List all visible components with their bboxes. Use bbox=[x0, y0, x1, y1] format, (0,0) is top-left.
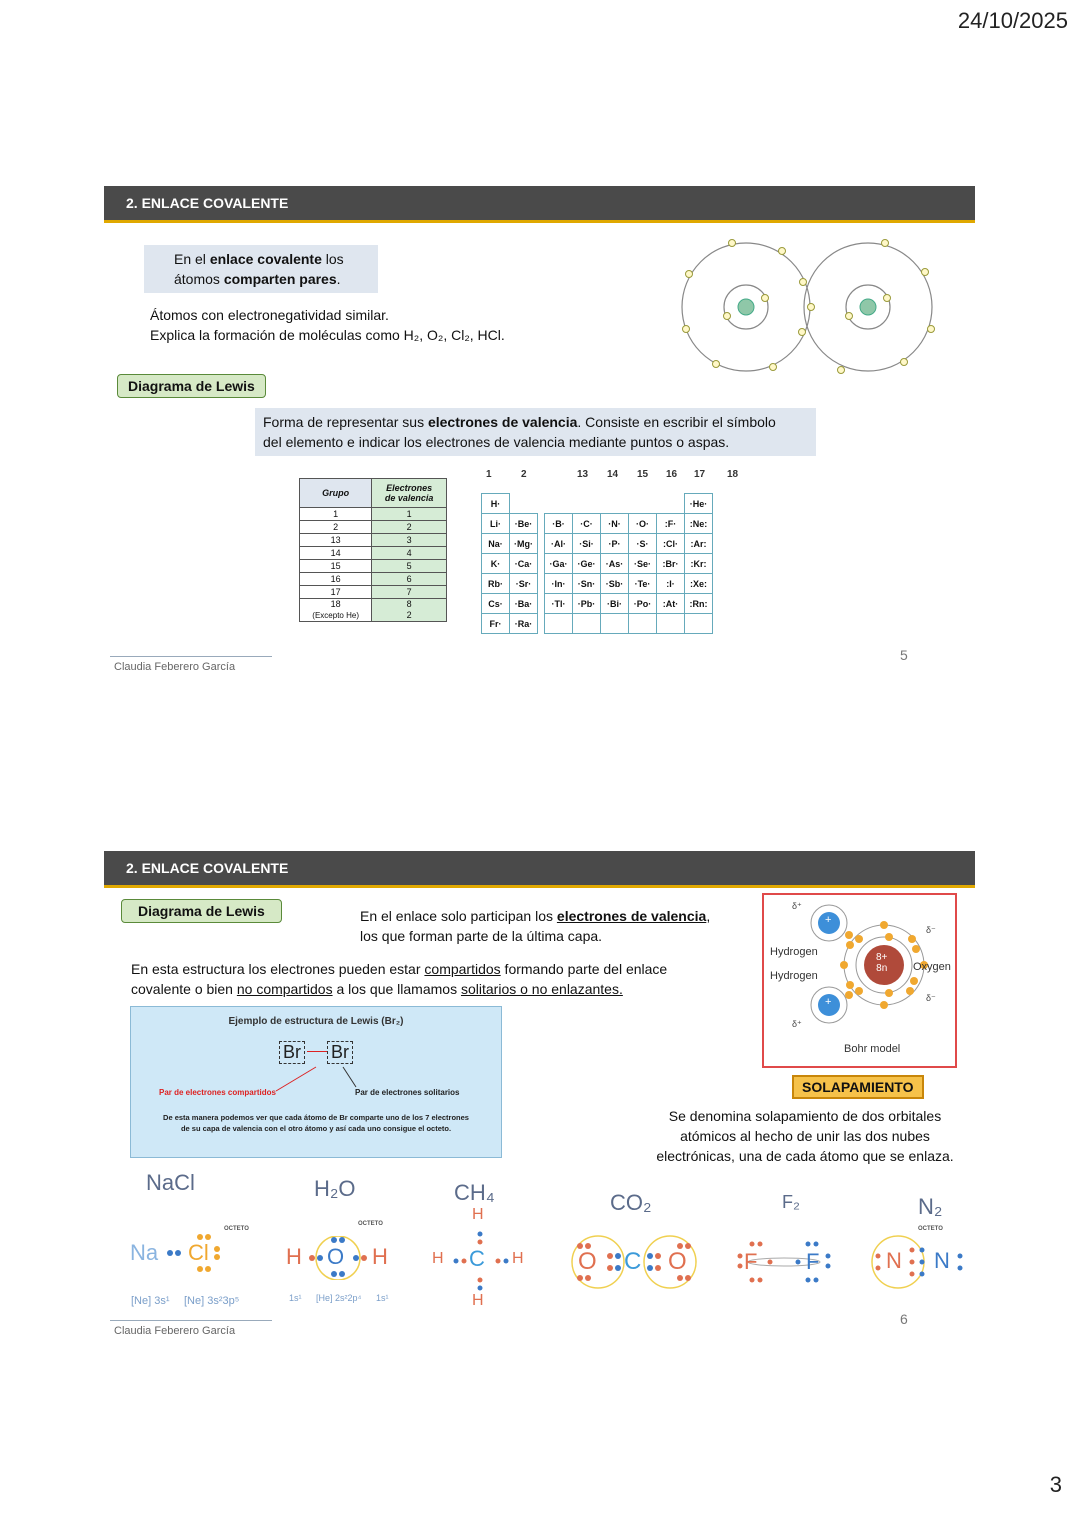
slide2-title-bar bbox=[104, 851, 975, 888]
f2-f-right: F bbox=[806, 1249, 820, 1274]
slide1-footer: Claudia Feberero García bbox=[114, 661, 236, 673]
ch4-h-top: H bbox=[472, 1206, 484, 1223]
table-row: Cs· ·Ba· ·Tl· ·Pb· ·Bi· ·Po· :At· :Rn: bbox=[482, 594, 713, 614]
table-row: 1 1 bbox=[300, 508, 447, 521]
pt-header-18: 18 bbox=[727, 469, 739, 480]
na-atom: Na bbox=[130, 1240, 159, 1265]
pt-header-14: 14 bbox=[607, 469, 619, 480]
page-number: 3 bbox=[1049, 1472, 1062, 1497]
periodic-lewis-table bbox=[481, 493, 713, 634]
proton-1-label: + bbox=[825, 914, 832, 926]
proton-2-label: + bbox=[825, 996, 832, 1008]
slide2-footer-line bbox=[110, 1320, 272, 1321]
oxygen-nucleus-label: 8+ 8n bbox=[876, 952, 888, 974]
cl-config: [Ne] 3s²3p⁵ bbox=[184, 1295, 240, 1307]
valence-col-group: Grupo bbox=[300, 479, 372, 508]
delta-plus-bottom: δ⁺ bbox=[792, 1019, 802, 1029]
table-row: 17 7 bbox=[300, 586, 447, 599]
nacl-octeto: OCTETO bbox=[224, 1226, 249, 1232]
table-row: K· ·Ca· ·Ga· ·Ge· ·As· ·Se· :Br· :Kr: bbox=[482, 554, 713, 574]
slide1-lewis-label: Diagrama de Lewis bbox=[117, 374, 266, 398]
bohr-model-figure bbox=[762, 893, 957, 1068]
ch4-c-atom: C bbox=[469, 1246, 485, 1271]
br-bond bbox=[307, 1051, 327, 1052]
slide1-line1: Átomos con electronegatividad similar. bbox=[150, 307, 389, 323]
h-config: 1s¹ bbox=[289, 1293, 302, 1303]
valence-table bbox=[299, 478, 447, 622]
h2o-h-left: H bbox=[286, 1244, 302, 1269]
slide1-intro-box: En el enlace covalente los átomos comparten pares. bbox=[144, 245, 378, 293]
covalent-atoms-illustration bbox=[676, 234, 942, 380]
table-row: Na· ·Mg· ·Al· ·Si· ·P· ·S· :Cl· :Ar: bbox=[482, 534, 713, 554]
slide1-title-bar bbox=[104, 186, 975, 223]
delta-minus-bottom: δ⁻ bbox=[926, 993, 936, 1003]
slide2-number: 6 bbox=[900, 1311, 908, 1327]
slide1-footer-line bbox=[110, 656, 272, 657]
h2o-formula: H₂O bbox=[314, 1176, 356, 1201]
table-row: H· ·He· bbox=[482, 494, 713, 514]
o-config: [He] 2s²2p⁴ bbox=[316, 1293, 362, 1303]
f2-formula: F₂ bbox=[782, 1192, 800, 1212]
table-row: 18 (Excepto He) 8 2 bbox=[300, 599, 447, 622]
table-row: Fr· ·Ra· bbox=[482, 614, 713, 634]
ch4-electrons bbox=[444, 1226, 516, 1296]
ch4-formula: CH₄ bbox=[454, 1180, 495, 1205]
pt-header-1: 1 bbox=[486, 469, 492, 480]
co2-formula: CO₂ bbox=[610, 1190, 652, 1215]
slide1-line2: Explica la formación de moléculas como H₂, O₂, Cl₂, HCl. bbox=[150, 327, 505, 343]
n2-formula: N₂ bbox=[918, 1194, 943, 1219]
slide1-definition-box: Forma de representar sus electrones de valencia. Consiste en escribir el símbolo del elemento e indicar los electrones de valencia mediante puntos o aspas. bbox=[255, 408, 816, 456]
slide1-title: 2. ENLACE COVALENTE bbox=[126, 195, 289, 211]
f2-f-left: F bbox=[744, 1249, 758, 1274]
table-row: 15 5 bbox=[300, 560, 447, 573]
na-config: [Ne] 3s¹ bbox=[131, 1295, 170, 1307]
slide1-number: 5 bbox=[900, 647, 908, 663]
document-date: 24/10/2025 bbox=[957, 8, 1068, 33]
h2o-h-right: H bbox=[372, 1244, 388, 1269]
table-row: 13 3 bbox=[300, 534, 447, 547]
co2-o-left: O bbox=[578, 1248, 597, 1275]
co2-c-atom: C bbox=[624, 1248, 642, 1275]
pt-header-17: 17 bbox=[694, 469, 706, 480]
table-row: 16 6 bbox=[300, 573, 447, 586]
br2-example-box bbox=[130, 1006, 502, 1158]
table-row: Li· ·Be· ·B· ·C· ·N· ·O· :F· :Ne: bbox=[482, 514, 713, 534]
pt-header-13: 13 bbox=[577, 469, 589, 480]
br2-box-title: Ejemplo de estructura de Lewis (Br₂) bbox=[228, 1016, 404, 1027]
delta-plus-top: δ⁺ bbox=[792, 901, 802, 911]
table-row: 2 2 bbox=[300, 521, 447, 534]
hydrogen-label-1: Hydrogen bbox=[770, 946, 818, 958]
hydrogen-label-2: Hydrogen bbox=[770, 970, 818, 982]
slide2-paragraph1: En el enlace solo participan los electrones de valencia, los que forman parte de la última capa. bbox=[360, 908, 711, 944]
br2-box-text: De esta manera podemos ver que cada átomo de Br comparte uno de los 7 electrones de su capa de valencia con el otro átomo y así cada uno consigue el octeto. bbox=[163, 1113, 469, 1133]
pt-header-16: 16 bbox=[666, 469, 678, 480]
table-row: Rb· ·Sr· ·In· ·Sn· ·Sb· ·Te· :I· :Xe: bbox=[482, 574, 713, 594]
h2o-electrons bbox=[300, 1236, 380, 1280]
table-row: 14 4 bbox=[300, 547, 447, 560]
n2-n-right: N bbox=[934, 1248, 950, 1273]
nacl-formula: NaCl bbox=[146, 1170, 195, 1195]
delta-minus-top: δ⁻ bbox=[926, 925, 936, 935]
br-atom-1: Br bbox=[279, 1041, 305, 1064]
cl-atom: Cl bbox=[188, 1240, 209, 1265]
bohr-caption: Bohr model bbox=[844, 1043, 901, 1055]
valence-col-electrons: Electrones de valencia bbox=[372, 479, 447, 508]
ch4-h-right: H bbox=[512, 1250, 524, 1267]
lone-pair-label: Par de electrones solitarios bbox=[355, 1088, 460, 1097]
h2-config: 1s¹ bbox=[376, 1293, 389, 1303]
pt-header-2: 2 bbox=[521, 469, 527, 480]
solapamiento-text: Se denomina solapamiento de dos orbitales atómicos al hecho de unir las dos nubes electrónicas, una de cada átomo que se enlaza. bbox=[656, 1108, 954, 1164]
br-atom-2: Br bbox=[327, 1041, 353, 1064]
oxygen-label: Oxygen bbox=[913, 961, 951, 973]
shared-pair-label: Par de electrones compartidos bbox=[159, 1088, 276, 1097]
h2o-o-atom: O bbox=[327, 1244, 345, 1269]
solapamiento-label: SOLAPAMIENTO bbox=[792, 1075, 924, 1099]
n2-n-left: N bbox=[886, 1248, 902, 1273]
ch4-h-bottom: H bbox=[472, 1292, 484, 1309]
h2o-octeto: OCTETO bbox=[358, 1221, 383, 1227]
pt-header-15: 15 bbox=[637, 469, 649, 480]
nacl-electrons bbox=[164, 1234, 224, 1274]
co2-o-right: O bbox=[668, 1248, 687, 1275]
slide2-footer: Claudia Feberero García bbox=[114, 1325, 236, 1337]
slide2-title: 2. ENLACE COVALENTE bbox=[126, 860, 289, 876]
slide2-paragraph2: En esta estructura los electrones pueden estar compartidos formando parte del enlace covalente o bien no compartidos a los que llamamos solitarios o no enlazantes. bbox=[131, 961, 668, 997]
n2-octeto: OCTETO bbox=[918, 1226, 943, 1232]
ch4-h-left: H bbox=[432, 1250, 444, 1267]
slide2-lewis-label: Diagrama de Lewis bbox=[121, 899, 282, 923]
